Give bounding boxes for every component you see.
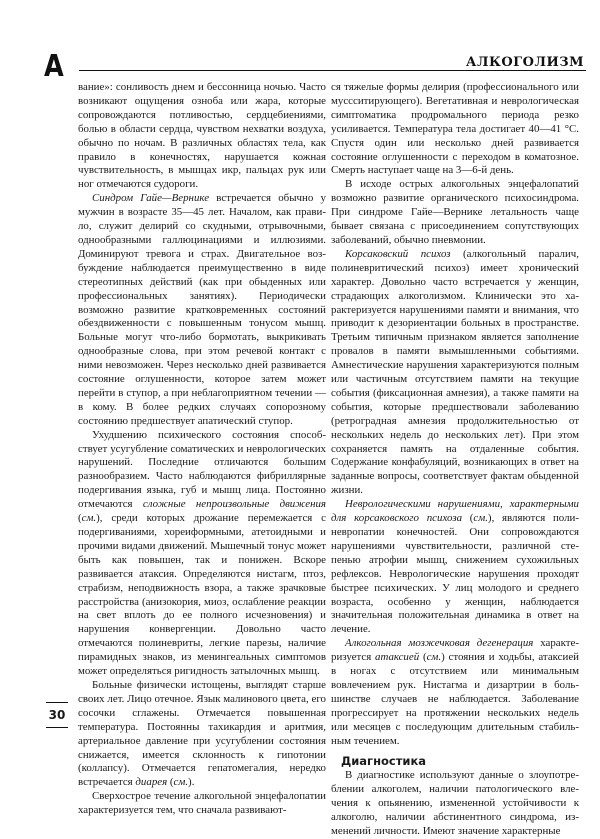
paragraph: вание»: сонливость днем и бессонница ночью. Часто возникают ощущения озноба или жара, которые сопровождаются потливостью, сердцебиениями, болью в области сердца, чувством нехватки воздуха, обычно по ночам. В различных областях тела, как правило в конечностях, нарушается кожная чувствительность, в мышцах икр, пальцах рук или ног отмечаются судороги. xyxy=(78,81,326,191)
term-link[interactable]: диарея xyxy=(135,776,168,789)
text: стояния и ходьбы, атаксией в ногах с отсутствием или минимальным вовлечением рук. Нистагма и дизартрии в большинстве случаев не наблюдается. Заболевание прогрессирует на протяжении нескольких недель или месяцев с последующим длительным стабильным течением. xyxy=(331,651,579,747)
paragraph: Сверхострое течение алкогольной энцефалопатии характеризуется тем, что сначала развивают- xyxy=(78,790,326,817)
page-number-marker xyxy=(46,702,70,728)
cross-ref: (см.) xyxy=(462,512,492,525)
text: . xyxy=(191,776,195,789)
paragraph: В исходе острых алкогольных энцефалопатий возможно развитие органического психосиндрома. При синдроме Гайе—Вернике летальность чаще бывает связана с присоединением сопутствующих заболеваний, обычно пневмонии. xyxy=(331,178,579,246)
cross-ref: (см.) xyxy=(78,512,100,525)
text: (алкогольный паралич, полиневритический психоз) имеет хронический характер. Довольно часто встречается у женщин, страдающих алкоголизмом. Клинически это характеризуется нарушениями памяти и внимания, что приводит к дезориентации больных в пространстве. Третьим типичным признаком является заполнение провалов в памяти вымышленными событиями. Амнестические нарушения характеризуются полным или частичным отсутствием памяти на текущие события (фиксационная амнезия), а также памяти на события, которые предшествовали заболеванию (ретроградная амнезия продолжительностью от нескольких недель до нескольких лет). При этом сохраняется память на отдаленные события. Содержание конфабуляций, возникающих в ответ на заданные вопросы, соответствует фактам обыденной жизни. xyxy=(331,247,579,497)
header-rule xyxy=(79,70,586,71)
text: Больные физически истощены, выглядят старше своих лет. Лицо отечное. Язык малинового цвета, его сосочки сглажены. Отмечается повышенная температура. Постоянны тахикардия и аритмия, артериальное давление при усугублении состояния снижается, имеется склонность к гипотонии (коллапсу). Отмечается гепатомегалия, нередко встречается xyxy=(78,678,326,789)
term: Корсаковский психоз xyxy=(345,247,451,260)
paragraph xyxy=(78,679,326,790)
text: встречается обычно у мужчин в возрасте 35—45 лет. Началом, как правило, служит делирий со скудными, отрывочными, однообразными галлюцинациями и иллюзиями. Доминируют тревога и страх. Двигательное возбуждение наблюдается преимущественно в виде стереотипных действий (как при обыденных или профессиональных занятиях). Периодически возможно развитие кратковременных состояний обездвиженности с повышенным тонусом мышц. Больные могут что-либо бормотать, выкрикивать однообразные слова, при этом речевой контакт с ними невозможен. Через несколько дней развивается состояние оглушенности, которое затем может перейти в ступор, а при неблагоприятном течении — в кому. В более редких случаях сопорозному состоянию предшествует апатический ступор. xyxy=(78,192,326,427)
cross-ref: (см.) xyxy=(167,776,192,789)
paragraph xyxy=(78,192,326,428)
term-link[interactable]: Неврологическими нарушениями, характерными для корсаковского психоза xyxy=(331,498,579,525)
cross-ref: (см.) xyxy=(419,651,445,664)
section-letter: А xyxy=(44,49,64,84)
page-number-rule-bottom xyxy=(46,727,68,728)
text: характеризуется xyxy=(331,637,579,664)
paragraph: ся тяжелые формы делирия (профессионального или муссситирующего). Вегетативная и неврологическая симптоматика продромального периода резко усиливается. Температура тела достигает 40—41 °С. Спустя один или несколько дней развивается состояние оглушенности с переходом в коматозное. Смерть наступает чаще на 3—6-й день. xyxy=(331,81,579,177)
term-link[interactable]: атаксией xyxy=(375,651,420,664)
page-number-rule-top xyxy=(46,702,68,703)
text: , являются полиневропатии конечностей. Они сопровождаются нарушениями чувствительности, различной степенью атрофии мышц, снижением сухожильных рефлексов. Неврологические нарушения проходят быстрее психических. У лиц молодого и среднего возраста, особенно у женщин, наблюдается значительная положительная динамика в ответ на лечение. xyxy=(331,512,579,636)
page-number: 30 xyxy=(48,708,66,722)
paragraph: В диагностике используют данные о злоупотреблении алкоголем, наличии патологического влечения к опьянению, измененной устойчивости к алкоголю, наличии абстинентного синдрома, изменений личности. Имеют значение характерные xyxy=(331,769,579,838)
paragraph xyxy=(331,498,579,637)
right-column xyxy=(331,81,579,839)
running-title: АЛКОГОЛИЗМ xyxy=(465,55,584,70)
paragraph xyxy=(331,248,579,498)
term: Алкогольная мозжечковая дегенерация xyxy=(345,637,534,650)
term: Синдром Гайе—Вернике xyxy=(92,192,210,205)
paragraph xyxy=(331,637,579,748)
text: Ухудшению психического состояния способствует усугубление соматических и неврологических нарушений. Последние отличаются большим разнообразием. Часто наблюдаются фибриллярные подергивания языка, губ и мышц лица. Постоянно отмечаются xyxy=(78,428,326,511)
paragraph xyxy=(78,429,326,679)
left-column xyxy=(78,81,326,818)
section-heading: Диагностика xyxy=(341,753,427,768)
text: , среди которых дрожание перемежается с подергиваниями, хореиформными, атетоидными и прочими видами движений. Мышечный тонус может быть как повышен, так и понижен. Вскоре развивается атаксия. Определяются нистагм, птоз, страбизм, неподвижность взора, а также зрачковые расстройства (анизокория, миоз, ослабление реакции на свет вплоть до ее полного исчезновения) и нарушения конвергенции. Довольно часто отмечаются полиневриты, легкие парезы, наличие пирамидных знаков, из менингеальных симптомов может определяться ригидность затылочных мышц. xyxy=(78,512,326,678)
term-link[interactable]: сложные непроизвольные движения xyxy=(142,498,326,511)
